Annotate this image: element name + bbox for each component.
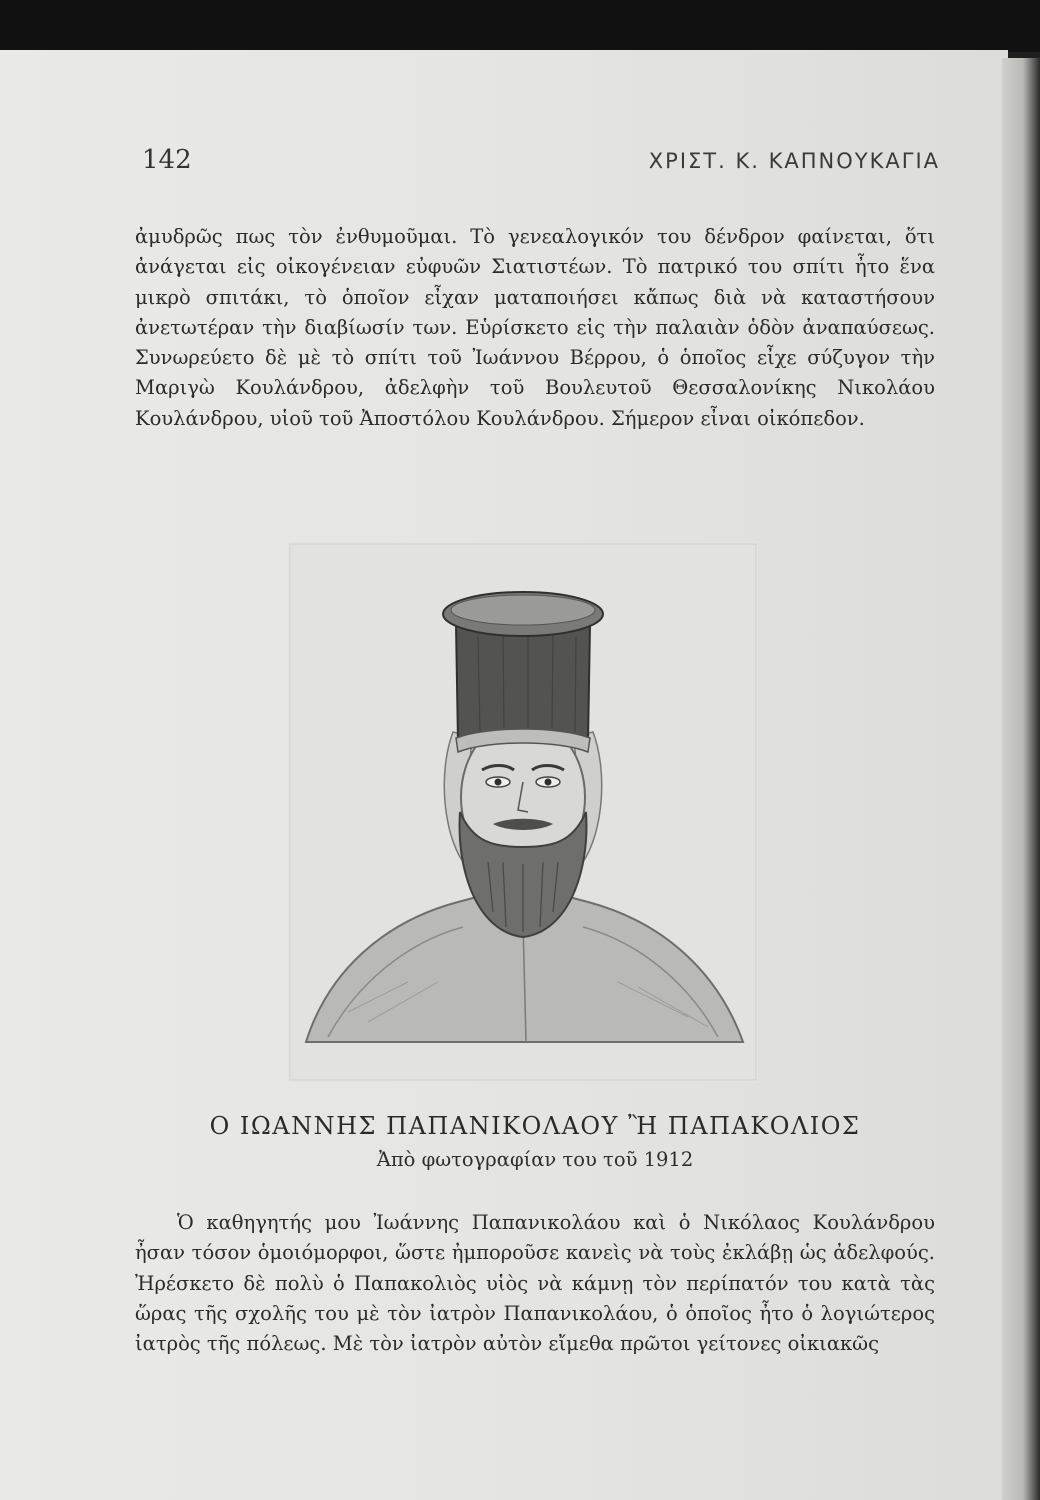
page-number: 142 xyxy=(142,145,192,175)
scan-background-top xyxy=(0,0,1040,52)
portrait-drawing xyxy=(288,542,758,1082)
running-title: ΧΡΙΣΤ. Κ. ΚΑΠΝΟΥΚΑΓΙΑ xyxy=(648,149,940,173)
figure-caption-title: Ο ΙΩΑΝΝΗΣ ΠΑΠΑΝΙΚΟΛΑΟΥ Ἢ ΠΑΠΑΚΟΛΙΟΣ xyxy=(209,1112,861,1140)
page-edge-shadow xyxy=(1002,58,1040,1500)
figure-caption-subtitle: Ἀπὸ φωτογραφίαν του τοῦ 1912 xyxy=(376,1148,694,1171)
body-text-bottom xyxy=(135,1208,935,1359)
paragraph-bottom: Ὁ καθηγητής μου Ἰωάννης Παπανικολάου καὶ ὁ Νικόλαος Κουλάνδρου ἦσαν τόσον ὁμοιόμορφοι, ὥστε ἠμποροῦσε κανεὶς νὰ τοὺς ἐκλάβῃ ὡς ἀδελφούς. Ἠρέσκετο δὲ πολὺ ὁ Παπακολιὸς υἱὸς νὰ κάμνῃ τὸν περίπατόν του κατὰ τὰς ὥρας τῆς σχολῆς του μὲ τὸν ἰατρὸν Παπανικολάου, ὁ ὁποῖος ἦτο ὁ λογιώτερος ἰατρὸς τῆς πόλεως. Μὲ τὸν ἰατρὸν αὐτὸν εἴμεθα πρῶτοι γείτονες οἰκιακῶς xyxy=(135,1211,935,1356)
paragraph-top: ἀμυδρῶς πως τὸν ἐνθυμοῦμαι. Τὸ γενεαλογικόν του δένδρον φαίνεται, ὅτι ἀνάγεται εἰς οἰκογένειαν εὐφυῶν Σιατιστέων. Τὸ πατρικό του σπίτι ἦτο ἕνα μικρὸ σπιτάκι, τὸ ὁποῖον εἶχαν ματαποιήσει κἄπως διὰ νὰ καταστήσουν ἀνετωτέραν τὴν διαβίωσίν των. Εὑρίσκετο εἰς τὴν παλαιὰν ὁδὸν ἀναπαύσεως. Συνωρεύετο δὲ μὲ τὸ σπίτι τοῦ Ἰωάννου Βέρρου, ὁ ὁποῖος εἶχε σύζυγον τὴν Μαριγὼ Κουλάνδρου, ἀδελφὴν τοῦ Βουλευτοῦ Θεσσαλονίκης Νικολάου Κουλάνδρου, υἱοῦ τοῦ Ἀποστόλου Κουλάνδρου. Σήμερον εἶναι οἰκόπεδον. xyxy=(135,225,935,430)
portrait-figure xyxy=(288,542,758,1082)
body-text-top xyxy=(135,222,935,434)
running-header xyxy=(142,145,940,181)
